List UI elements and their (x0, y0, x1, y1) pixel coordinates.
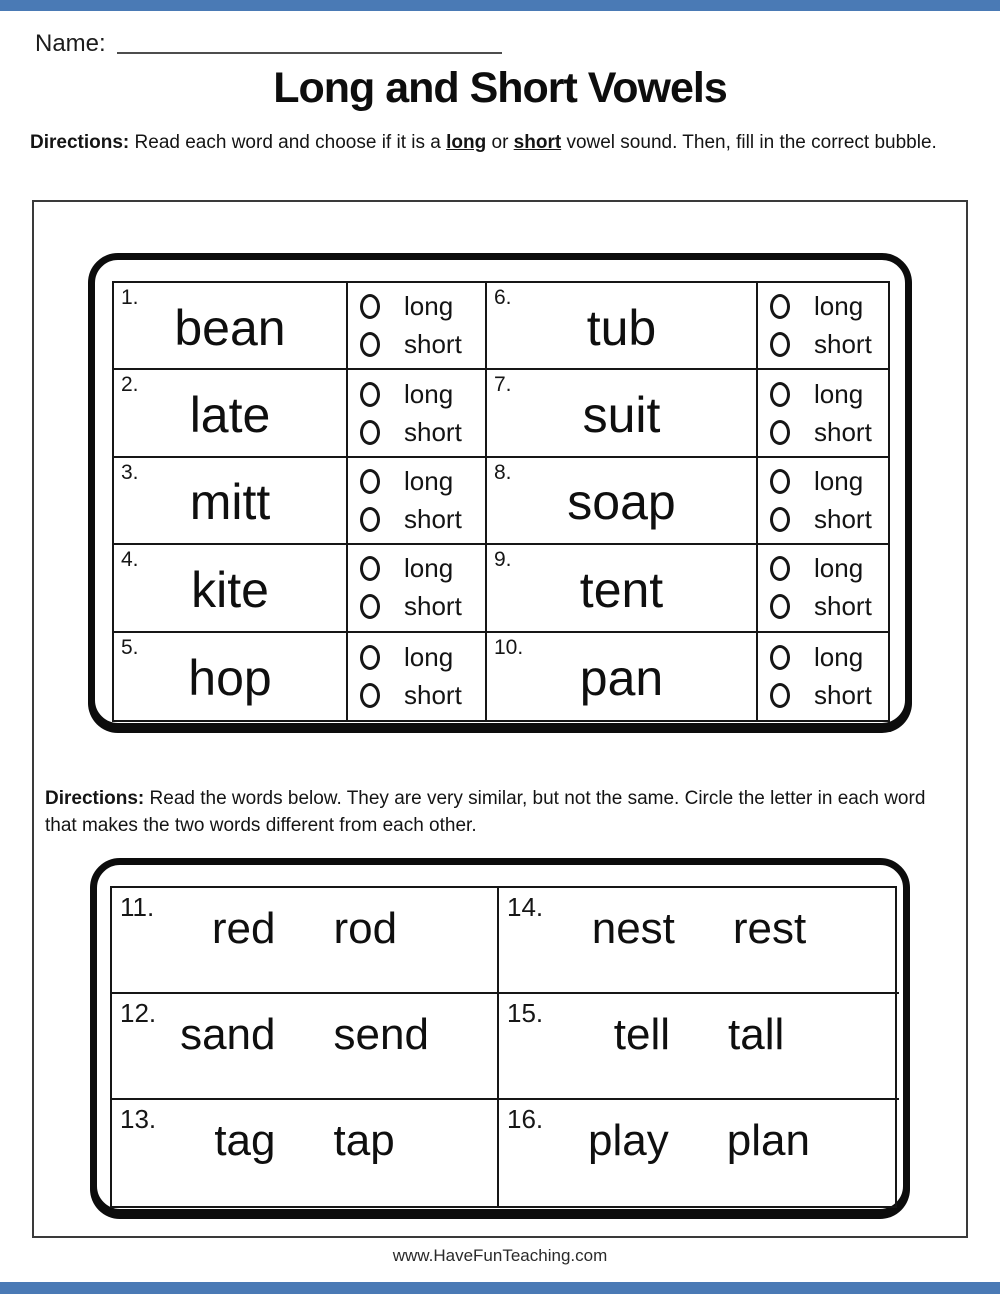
long-bubble-option[interactable] (770, 553, 888, 584)
item-number: 9. (494, 548, 512, 572)
radio-circle-icon[interactable] (770, 382, 790, 407)
bubble-label-short: short (814, 503, 872, 534)
item-word: soap (567, 474, 676, 531)
directions-1-post: vowel sound. Then, fill in the correct bubble. (561, 132, 937, 153)
radio-circle-icon[interactable] (770, 469, 790, 494)
radio-circle-icon[interactable] (360, 469, 380, 494)
pair-cell-15 (499, 994, 899, 1100)
pair-word[interactable]: red (211, 904, 276, 953)
word-cell-2 (114, 370, 348, 457)
bubble-cell-10 (758, 633, 888, 720)
long-bubble-option[interactable] (360, 379, 485, 410)
pair-word[interactable]: tap (333, 1116, 395, 1165)
bubble-label-short: short (814, 416, 872, 447)
bubble-label-long: long (814, 465, 864, 496)
short-bubble-option[interactable] (770, 329, 888, 360)
bubble-label-short: short (404, 329, 462, 360)
name-label: Name: (35, 30, 106, 57)
bubble-group (758, 283, 888, 368)
bubble-group (348, 370, 485, 455)
bubble-group (348, 458, 485, 543)
item-word: late (189, 387, 271, 444)
pair-cell-11 (112, 888, 499, 994)
radio-circle-icon[interactable] (770, 683, 790, 708)
directions-2-text: Read the words below. They are very similar, but not the same. Circle the letter in each word that makes the two words different from each other. (45, 788, 926, 836)
bubble-cell-7 (758, 370, 888, 457)
bubble-label-long: long (404, 553, 454, 584)
bubble-cell-8 (758, 458, 888, 545)
bubble-label-short: short (404, 591, 462, 622)
word-cell-5 (114, 633, 348, 720)
item-number: 10. (494, 635, 524, 659)
vowel-table (112, 281, 890, 722)
bubble-label-long: long (404, 465, 454, 496)
radio-circle-icon[interactable] (360, 332, 380, 357)
page-title: Long and Short Vowels (273, 64, 727, 112)
radio-circle-icon[interactable] (360, 683, 380, 708)
bottom-accent-bar (0, 1282, 1000, 1294)
item-number: 16. (507, 1104, 544, 1134)
pair-word[interactable]: tag (214, 1116, 276, 1165)
radio-circle-icon[interactable] (360, 294, 380, 319)
radio-circle-icon[interactable] (770, 556, 790, 581)
directions-1-long-word: long (446, 132, 487, 153)
bubble-cell-4 (348, 545, 487, 632)
bubble-cell-9 (758, 545, 888, 632)
pair-word[interactable]: rest (732, 904, 807, 953)
bubble-group (348, 633, 485, 720)
bubble-group (348, 283, 485, 368)
item-number: 8. (494, 460, 512, 484)
item-number: 12. (120, 998, 157, 1028)
long-bubble-option[interactable] (770, 379, 888, 410)
pair-word[interactable]: nest (591, 904, 675, 953)
pair-word[interactable]: tall (728, 1010, 785, 1059)
directions-1-label: Directions: (30, 132, 130, 153)
item-word: tent (579, 561, 664, 618)
long-bubble-option[interactable] (360, 553, 485, 584)
bubble-label-long: long (814, 378, 864, 409)
short-bubble-option[interactable] (360, 591, 485, 622)
item-number: 13. (120, 1104, 157, 1134)
item-word: suit (582, 387, 661, 444)
bubble-label-long: long (404, 291, 454, 322)
name-write-line[interactable] (117, 32, 502, 54)
bubble-label-long: long (404, 641, 454, 672)
item-word: tub (586, 299, 657, 356)
long-bubble-option[interactable] (360, 466, 485, 497)
bubble-cell-5 (348, 633, 487, 720)
bubble-label-long: long (404, 378, 454, 409)
bubble-group (758, 545, 888, 630)
pair-cell-12 (112, 994, 499, 1100)
directions-1 (30, 130, 970, 157)
radio-circle-icon[interactable] (360, 507, 380, 532)
short-bubble-option[interactable] (770, 680, 888, 711)
item-number: 7. (494, 373, 512, 397)
short-bubble-option[interactable] (360, 680, 485, 711)
bubble-label-short: short (404, 503, 462, 534)
long-bubble-option[interactable] (770, 642, 888, 673)
item-number: 5. (121, 635, 139, 659)
radio-circle-icon[interactable] (770, 332, 790, 357)
website-footer: www.HaveFunTeaching.com (392, 1246, 608, 1265)
radio-circle-icon[interactable] (360, 382, 380, 407)
top-accent-bar (0, 0, 1000, 11)
bubble-label-long: long (814, 553, 864, 584)
bubble-group (758, 370, 888, 455)
radio-circle-icon[interactable] (770, 507, 790, 532)
word-cell-10 (487, 633, 758, 720)
radio-circle-icon[interactable] (770, 420, 790, 445)
bubble-cell-3 (348, 458, 487, 545)
short-bubble-option[interactable] (770, 591, 888, 622)
bubble-label-short: short (814, 591, 872, 622)
pair-word[interactable]: rod (333, 904, 398, 953)
radio-circle-icon[interactable] (360, 556, 380, 581)
item-number: 4. (121, 548, 139, 572)
directions-1-short-word: short (513, 132, 562, 153)
item-word: bean (174, 299, 286, 356)
pairs-table (110, 886, 897, 1208)
word-cell-7 (487, 370, 758, 457)
radio-circle-icon[interactable] (360, 645, 380, 670)
pair-word[interactable]: send (333, 1010, 429, 1059)
directions-2-label: Directions: (45, 788, 145, 809)
long-bubble-option[interactable] (770, 291, 888, 322)
item-number: 3. (121, 460, 139, 484)
radio-circle-icon[interactable] (360, 420, 380, 445)
short-bubble-option[interactable] (770, 504, 888, 535)
bubble-group (758, 458, 888, 543)
pair-cell-13 (112, 1100, 499, 1206)
word-cell-9 (487, 545, 758, 632)
short-bubble-option[interactable] (360, 329, 485, 360)
radio-circle-icon[interactable] (770, 594, 790, 619)
item-number: 14. (507, 892, 544, 922)
bubble-label-long: long (814, 291, 864, 322)
item-word: kite (191, 561, 269, 618)
bubble-cell-2 (348, 370, 487, 457)
word-cell-6 (487, 283, 758, 370)
bubble-cell-1 (348, 283, 487, 370)
short-bubble-option[interactable] (360, 417, 485, 448)
long-bubble-option[interactable] (360, 291, 485, 322)
bubble-label-short: short (814, 679, 872, 710)
word-cell-1 (114, 283, 348, 370)
item-word: mitt (189, 474, 271, 531)
bubble-label-short: short (404, 679, 462, 710)
long-bubble-option[interactable] (770, 466, 888, 497)
pair-word[interactable]: play (588, 1116, 669, 1165)
item-number: 1. (121, 286, 139, 309)
short-bubble-option[interactable] (770, 417, 888, 448)
directions-2 (45, 786, 940, 840)
word-cell-8 (487, 458, 758, 545)
pair-word[interactable]: plan (726, 1116, 810, 1165)
item-number: 2. (121, 373, 139, 397)
pair-cell-14 (499, 888, 899, 994)
pair-cell-16 (499, 1100, 899, 1206)
bubble-label-long: long (814, 641, 864, 672)
item-word: hop (188, 650, 272, 707)
bubble-label-short: short (814, 329, 872, 360)
bubble-group (758, 633, 888, 720)
bubble-label-short: short (404, 416, 462, 447)
directions-1-pre: Read each word and choose if it is a (129, 132, 447, 153)
item-number: 11. (120, 892, 155, 922)
item-number: 6. (494, 286, 512, 309)
long-bubble-option[interactable] (360, 642, 485, 673)
bubble-cell-6 (758, 283, 888, 370)
bubble-group (348, 545, 485, 630)
word-cell-4 (114, 545, 348, 632)
short-bubble-option[interactable] (360, 504, 485, 535)
pair-word[interactable]: sand (180, 1010, 276, 1059)
radio-circle-icon[interactable] (770, 645, 790, 670)
item-word: pan (579, 650, 664, 707)
item-number: 15. (507, 998, 544, 1028)
pair-word[interactable]: tell (613, 1010, 670, 1059)
directions-1-mid: or (486, 132, 514, 153)
radio-circle-icon[interactable] (770, 294, 790, 319)
word-cell-3 (114, 458, 348, 545)
radio-circle-icon[interactable] (360, 594, 380, 619)
